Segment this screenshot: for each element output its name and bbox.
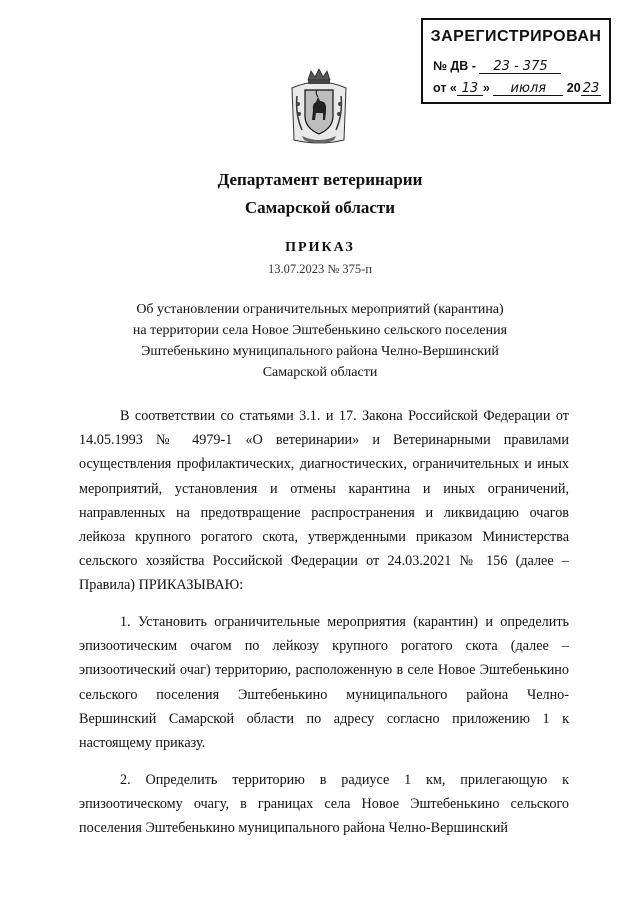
order-title: ПРИКАЗ: [285, 240, 355, 255]
stamp-date-line: [433, 81, 601, 96]
order-date-number: 13.07.2023 № 375-п: [267, 262, 373, 276]
stamp-date-mid: »: [482, 81, 490, 95]
stamp-month-handwritten: июля: [493, 82, 563, 96]
stamp-date-prefix: от «: [433, 81, 457, 95]
order-subject-line4: Самарской области: [262, 365, 378, 380]
paragraph-text: 1. Установить ограничительные мероприятия (карантин) и определить эпизоотическим очагом по лейкозу крупного рогатого скота (далее – эпизоотический очаг) территорию, расположенную в селе Новое Эштебенькино сельского поселения Эштебенькино муниципального района Челно-Вершинский Самарской области по адресу согласно приложению 1 к настоящему приказу.: [79, 614, 569, 752]
stamp-year-handwritten: 23: [582, 81, 600, 96]
order-item-1: [79, 610, 569, 755]
department-name-line1: Департамент ветеринарии: [217, 170, 423, 189]
order-subject-line3: Эштебенькино муниципального района Челно-Вершинский: [141, 344, 499, 359]
order-item-2: [79, 768, 569, 841]
stamp-number-prefix: № ДВ -: [433, 59, 476, 73]
stamp-title: ЗАРЕГИСТРИРОВАН: [430, 28, 602, 45]
stamp-number-line: [433, 59, 561, 74]
samara-region-coat-of-arms-icon: [288, 66, 350, 148]
paragraph-text: 2. Определить территорию в радиусе 1 км, прилегающую к эпизоотическому очагу, в границах села Новое Эштебенькино сельского поселения Эштебенькино муниципального района Челно-Вершинский: [79, 772, 569, 837]
department-name-line2: Самарской области: [244, 198, 396, 217]
registration-stamp: [421, 18, 611, 104]
stamp-year-printed: 20: [566, 81, 581, 95]
order-subject-line1: Об установлении ограничительных мероприятий (карантина): [136, 302, 504, 317]
paragraph-text: В соответствии со статьями 3.1. и 17. Закона Российской Федерации от 14.05.1993 № 4979-1 «О ветеринарии» и Ветеринарными правилами осуществления профилактических, диагностических, ограничительных и иных мероприятий, установления и отмены карантина и иных ограничений, направленных на предотвращение распространения и ликвидацию очагов лейкоза крупного рогатого скота, утвержденными приказом Министерства сельского хозяйства Российской Федерации от 24.03.2021 № 156 (далее – Правила) ПРИКАЗЫВАЮ:: [79, 408, 569, 594]
stamp-number-handwritten: 23 - 375: [479, 60, 561, 74]
preamble-paragraph: [79, 404, 569, 598]
order-subject-line2: на территории села Новое Эштебенькино сельского поселения: [132, 323, 508, 338]
stamp-day-handwritten: 13: [457, 82, 483, 96]
